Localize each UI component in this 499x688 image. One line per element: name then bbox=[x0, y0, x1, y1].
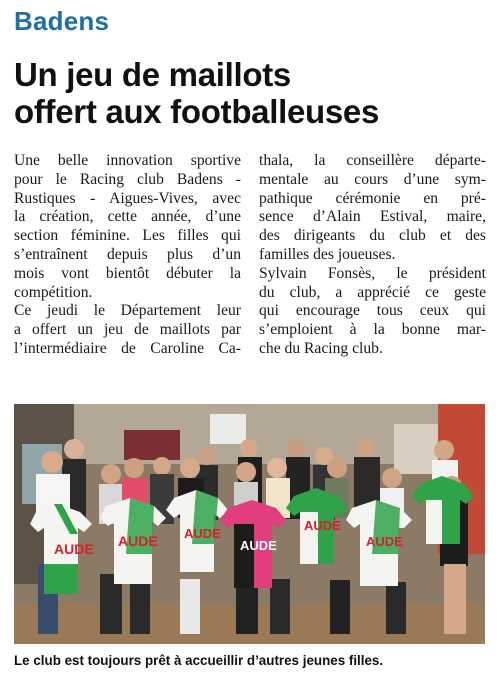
body-line: che du Racing club. bbox=[259, 339, 383, 357]
body-line: des dirigeants du club et des bbox=[259, 227, 486, 245]
body-line: s’entraînent depuis plus d’un bbox=[14, 245, 241, 263]
body-column-left bbox=[14, 152, 241, 359]
body-line: qui encourage tous ceux qui bbox=[259, 302, 486, 320]
body-line: Ce jeudi le Département leur bbox=[14, 302, 241, 320]
body-line: Rustiques - Aigues-Vives, avec bbox=[14, 189, 241, 207]
headline-line: offert aux footballeuses bbox=[14, 93, 380, 130]
jersey-logo: AUDE bbox=[240, 538, 277, 553]
body-line: du club, a apprécié ce geste bbox=[259, 283, 486, 301]
jersey-logo: AUDE bbox=[118, 533, 158, 549]
body-line: compétition. bbox=[14, 283, 93, 301]
body-line: sence d’Alain Estival, maire, bbox=[259, 208, 486, 226]
body-line: pour le Racing club Badens - bbox=[14, 170, 241, 188]
body-line: mentale au cours d’une sym- bbox=[259, 170, 486, 188]
window-light bbox=[210, 414, 246, 444]
jersey-logo: AUDE bbox=[54, 541, 94, 557]
section-rubric: Badens bbox=[14, 6, 110, 36]
jersey-logo: AUDE bbox=[366, 534, 403, 549]
body-line: Sylvain Fonsès, le président bbox=[259, 264, 486, 282]
jersey-logo: AUDE bbox=[184, 526, 221, 541]
jersey-logo: AUDE bbox=[304, 518, 341, 533]
headline-line: Un jeu de maillots bbox=[14, 56, 291, 93]
body-line: l’intermédiaire de Caroline Ca- bbox=[14, 339, 241, 357]
article-headline bbox=[14, 56, 494, 130]
team-photo bbox=[14, 404, 485, 644]
team-photo-illustration bbox=[14, 404, 485, 644]
body-line: section féminine. Les filles qui bbox=[14, 227, 241, 245]
body-line: mois vont bientôt débuter la bbox=[14, 264, 241, 282]
body-column-right bbox=[259, 152, 486, 359]
wall-poster bbox=[124, 430, 180, 460]
body-line: Une belle innovation sportive bbox=[14, 152, 241, 169]
body-line: s’emploient à la bonne mar- bbox=[259, 321, 486, 339]
body-line: pathique cérémonie en pré- bbox=[259, 189, 486, 207]
body-line: familles des joueuses. bbox=[259, 245, 396, 263]
photo-caption: Le club est toujours prêt à accueillir d’autres jeunes filles. bbox=[14, 653, 384, 668]
body-line: la création, cette année, d’une bbox=[14, 208, 241, 226]
body-line: thala, la conseillère départe- bbox=[259, 152, 486, 169]
body-line: a offert un jeu de maillots par bbox=[14, 321, 241, 339]
